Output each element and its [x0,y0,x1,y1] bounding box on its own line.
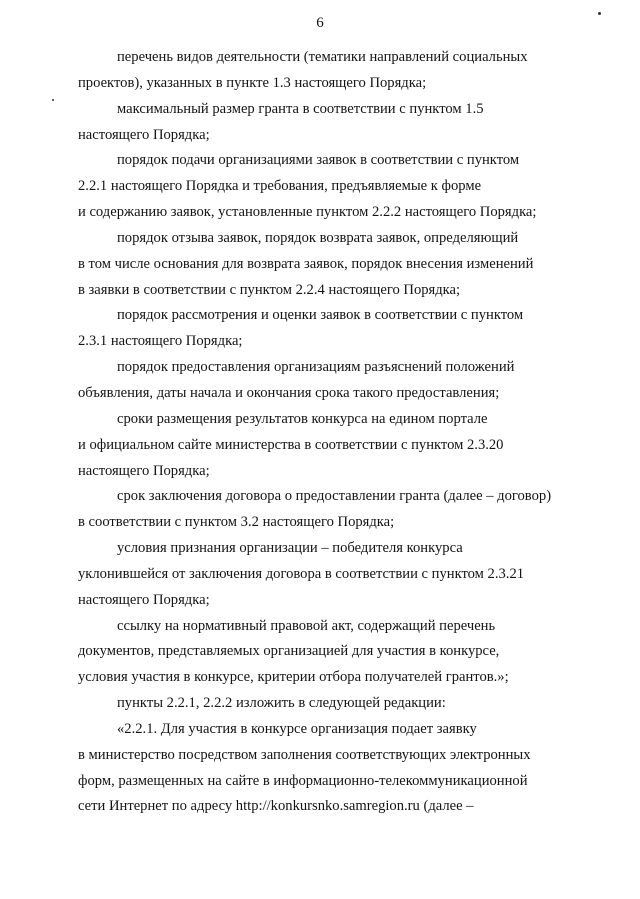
text-line: порядок рассмотрения и оценки заявок в соответствии с пунктом [117,307,524,324]
text-line: и содержанию заявок, установленные пунктом 2.2.2 настоящего Порядка; [78,204,537,221]
text-line: условия участия в конкурсе, критерии отбора получателей грантов.»; [78,669,509,686]
text-line: в заявки в соответствии с пунктом 2.2.4 настоящего Порядка; [78,281,461,298]
text-line: порядок предоставления организациям разъяснений положений [117,359,515,376]
text-line: в соответствии с пунктом 3.2 настоящего Порядка; [78,514,395,531]
text-line: 2.3.1 настоящего Порядка; [78,333,243,350]
text-line: перечень видов деятельности (тематики направлений социальных [117,49,528,65]
text-line: порядок подачи организациями заявок в соответствии с пунктом [117,152,520,169]
scan-speck [598,12,601,15]
scan-speck [52,99,54,101]
text-line: и официальном сайте министерства в соответствии с пунктом 2.3.20 [78,436,504,453]
text-line: настоящего Порядка; [78,126,210,143]
text-line: максимальный размер гранта в соответствии с пунктом 1.5 [117,100,484,117]
text-line: срок заключения договора о предоставлении гранта (далее – договор) [117,488,552,505]
text-line: в министерство посредством заполнения соответствующих электронных [78,746,531,763]
text-line: сети Интернет по адресу http://konkursnko.samregion.ru (далее – [78,798,474,815]
text-line: сроки размещения результатов конкурса на едином портале [117,410,488,427]
page-number: 6 [316,15,324,31]
text-line: уклонившейся от заключения договора в соответствии с пунктом 2.3.21 [78,565,525,582]
text-line: 2.2.1 настоящего Порядка и требования, предъявляемые к форме [78,178,482,195]
text-line: условия признания организации – победителя конкурса [117,540,463,557]
text-line: настоящего Порядка; [78,591,210,608]
text-line: форм, размещенных на сайте в информационно-телекоммуникационной [78,772,528,789]
text-line: ссылку на нормативный правовой акт, содержащий перечень [117,617,496,634]
body-text [78,45,563,820]
text-line: пункты 2.2.1, 2.2.2 изложить в следующей редакции: [117,695,446,712]
text-line: объявления, даты начала и окончания срока такого предоставления; [78,384,500,401]
text-line: настоящего Порядка; [78,462,210,479]
text-line: «2.2.1. Для участия в конкурсе организация подает заявку [117,720,477,737]
text-line: документов, представляемых организацией для участия в конкурсе, [78,643,500,660]
text-line: проектов), указанных в пункте 1.3 настоящего Порядка; [78,74,427,91]
text-line: в том числе основания для возврата заявок, порядок внесения изменений [78,255,534,272]
text-line: порядок отзыва заявок, порядок возврата заявок, определяющий [117,229,519,246]
